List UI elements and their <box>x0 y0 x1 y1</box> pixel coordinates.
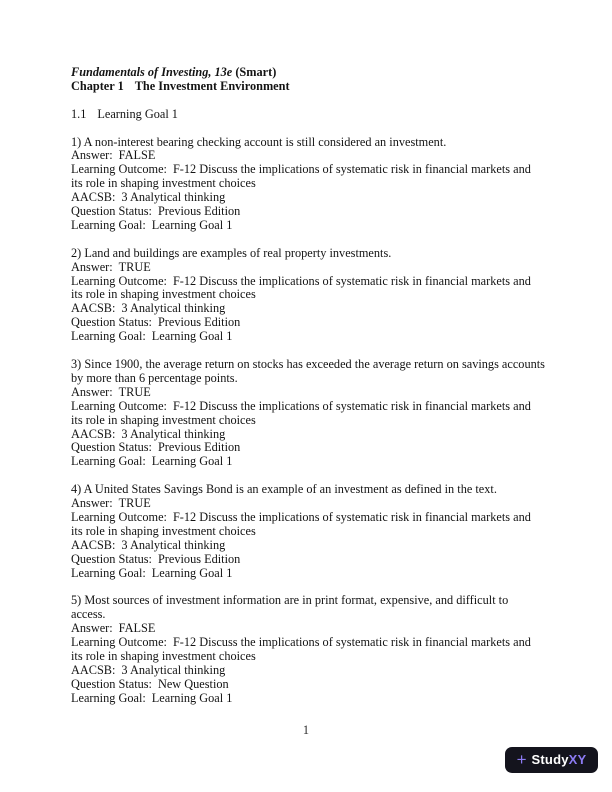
question-number: 2) <box>71 245 82 260</box>
answer-line <box>71 622 545 636</box>
chapter-title-line <box>71 80 545 94</box>
learning-outcome-value: F-12 Discuss the implications of systematic risk in financial markets and its role in shaping investment choices <box>71 509 531 538</box>
learning-outcome-line <box>71 400 545 428</box>
learning-goal-value: Learning Goal 1 <box>151 690 233 705</box>
question-text-line <box>71 483 545 497</box>
aacsb-label: AACSB: <box>71 190 116 205</box>
question-status-line <box>71 205 545 219</box>
answer-label: Answer: <box>71 621 113 636</box>
question-block <box>71 594 545 705</box>
brand-name-primary: Study <box>531 752 569 768</box>
question-status-value: Previous Edition <box>157 315 241 330</box>
aacsb-value: 3 Analytical thinking <box>121 426 226 441</box>
learning-outcome-line <box>71 275 545 303</box>
learning-outcome-label: Learning Outcome: <box>71 162 167 177</box>
learning-outcome-value: F-12 Discuss the implications of systematic risk in financial markets and its role in shaping investment choices <box>71 162 531 191</box>
aacsb-value: 3 Analytical thinking <box>121 190 226 205</box>
answer-line <box>71 149 545 163</box>
question-number: 3) <box>71 356 82 371</box>
question-status-label: Question Status: <box>71 551 152 566</box>
question-status-value: Previous Edition <box>157 551 241 566</box>
answer-label: Answer: <box>71 148 113 163</box>
section-number: 1.1 <box>71 106 87 121</box>
question-text: A non-interest bearing checking account is still considered an investment. <box>83 134 447 149</box>
question-status-line <box>71 316 545 330</box>
book-title-line <box>71 66 545 80</box>
learning-outcome-line <box>71 636 545 664</box>
question-text-line <box>71 247 545 261</box>
question-text: A United States Savings Bond is an example of an investment as defined in the text. <box>83 482 497 497</box>
aacsb-line <box>71 539 545 553</box>
question-number: 4) <box>71 482 82 497</box>
learning-outcome-value: F-12 Discuss the implications of systematic risk in financial markets and its role in shaping investment choices <box>71 635 531 663</box>
answer-label: Answer: <box>71 496 113 511</box>
question-status-value: New Question <box>157 676 229 691</box>
answer-line <box>71 386 545 400</box>
question-text-line <box>71 594 545 622</box>
learning-outcome-label: Learning Outcome: <box>71 635 167 650</box>
learning-outcome-label: Learning Outcome: <box>71 273 167 288</box>
question-status-line <box>71 553 545 567</box>
learning-goal-value: Learning Goal 1 <box>151 454 233 469</box>
page-number: 1 <box>302 723 310 737</box>
chapter-title: The Investment Environment <box>134 78 290 93</box>
learning-goal-label: Learning Goal: <box>71 217 146 232</box>
question-status-label: Question Status: <box>71 676 152 691</box>
chapter-number: Chapter 1 <box>71 78 124 93</box>
question-block <box>71 483 545 580</box>
section-title: Learning Goal 1 <box>97 106 178 121</box>
question-status-label: Question Status: <box>71 204 152 219</box>
question-text: Most sources of investment information are in print format, expensive, and difficult to access. <box>71 593 509 622</box>
aacsb-line <box>71 428 545 442</box>
learning-goal-line <box>71 330 545 344</box>
brand-name-accent: XY <box>568 752 587 768</box>
question-block <box>71 247 545 344</box>
learning-outcome-value: F-12 Discuss the implications of systematic risk in financial markets and its role in shaping investment choices <box>71 273 531 302</box>
learning-goal-line <box>71 692 545 706</box>
answer-value: TRUE <box>118 259 151 274</box>
learning-goal-line <box>71 455 545 469</box>
brand-name <box>532 753 587 767</box>
learning-goal-label: Learning Goal: <box>71 329 146 344</box>
aacsb-line <box>71 191 545 205</box>
learning-goal-label: Learning Goal: <box>71 454 146 469</box>
question-status-line <box>71 678 545 692</box>
aacsb-value: 3 Analytical thinking <box>121 662 226 677</box>
learning-goal-line <box>71 219 545 233</box>
section-heading <box>71 108 545 122</box>
learning-goal-value: Learning Goal 1 <box>151 329 233 344</box>
answer-value: TRUE <box>118 384 151 399</box>
question-block <box>71 136 545 233</box>
question-text-line <box>71 358 545 386</box>
document-body <box>71 66 545 719</box>
answer-value: FALSE <box>118 148 156 163</box>
learning-outcome-label: Learning Outcome: <box>71 398 167 413</box>
learning-goal-label: Learning Goal: <box>71 690 146 705</box>
answer-line <box>71 497 545 511</box>
answer-value: FALSE <box>118 621 156 636</box>
learning-outcome-line <box>71 511 545 539</box>
plus-icon: + <box>516 749 527 769</box>
answer-label: Answer: <box>71 384 113 399</box>
question-status-value: Previous Edition <box>157 204 241 219</box>
learning-outcome-value: F-12 Discuss the implications of systematic risk in financial markets and its role in shaping investment choices <box>71 398 531 427</box>
learning-goal-label: Learning Goal: <box>71 565 146 580</box>
question-number: 5) <box>71 593 82 608</box>
learning-goal-value: Learning Goal 1 <box>151 565 233 580</box>
learning-goal-value: Learning Goal 1 <box>151 217 233 232</box>
book-title-suffix: (Smart) <box>235 65 277 79</box>
answer-label: Answer: <box>71 259 113 274</box>
question-status-label: Question Status: <box>71 315 152 330</box>
answer-value: TRUE <box>118 496 151 511</box>
question-text-line <box>71 136 545 150</box>
aacsb-line <box>71 302 545 316</box>
studyxy-logo <box>505 747 598 773</box>
question-status-value: Previous Edition <box>157 440 241 455</box>
aacsb-label: AACSB: <box>71 662 116 677</box>
aacsb-label: AACSB: <box>71 537 116 552</box>
question-block <box>71 358 545 469</box>
learning-outcome-label: Learning Outcome: <box>71 509 167 524</box>
question-status-line <box>71 441 545 455</box>
aacsb-label: AACSB: <box>71 301 116 316</box>
aacsb-value: 3 Analytical thinking <box>121 301 226 316</box>
learning-goal-line <box>71 567 545 581</box>
aacsb-value: 3 Analytical thinking <box>121 537 226 552</box>
answer-line <box>71 261 545 275</box>
book-title: Fundamentals of Investing, 13e <box>71 65 233 79</box>
aacsb-line <box>71 664 545 678</box>
learning-outcome-line <box>71 163 545 191</box>
aacsb-label: AACSB: <box>71 426 116 441</box>
document-header <box>71 66 545 94</box>
question-text: Land and buildings are examples of real property investments. <box>84 245 392 260</box>
question-number: 1) <box>71 134 82 149</box>
question-text: Since 1900, the average return on stocks has exceeded the average return on savings accounts by more than 6 percentage points. <box>71 356 545 385</box>
question-status-label: Question Status: <box>71 440 152 455</box>
